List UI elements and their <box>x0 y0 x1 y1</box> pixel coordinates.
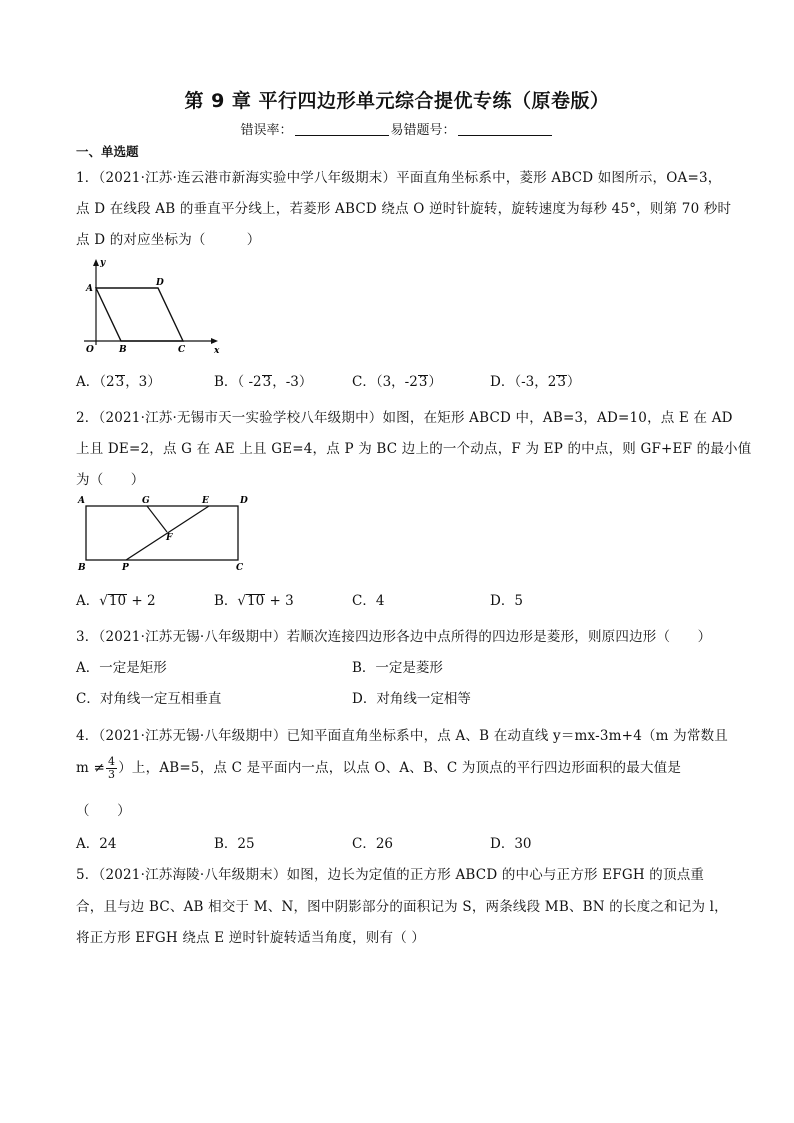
q2-option-a-post: + 2 <box>127 593 156 609</box>
q2-label-a: A <box>78 496 85 506</box>
q4-line2 <box>76 756 681 781</box>
q2-option-d: D．5 <box>490 593 523 609</box>
q1-label-c: C <box>178 345 186 355</box>
q3-option-c: C．对角线一定互相垂直 <box>76 691 222 707</box>
q1-option-c-radicand: 3 <box>418 374 428 390</box>
q4-line2-post: ）上，AB=5，点 C 是平面内一点，以点 O、A、B、C 为顶点的平行四边形面积的最大值是 <box>118 760 682 776</box>
q1-option-a <box>76 370 161 390</box>
q1-option-d-radicand: 3 <box>557 374 566 390</box>
q2-label-d: D <box>240 496 248 506</box>
q2-option-a: A．√10 + 2 <box>76 593 156 609</box>
q1-label-o: O <box>86 345 94 355</box>
q4-option-a: A．24 <box>76 836 117 852</box>
q1-x-arrow <box>211 338 218 344</box>
q1-rhombus <box>96 288 183 341</box>
error-rate-label: 错误率： <box>240 123 293 138</box>
q2-segment-gf <box>147 506 167 532</box>
q1-line1: 1．（2021·江苏·连云港市新海实验中学八年级期末）平面直角坐标系中，菱形 ABCD 如图所示，OA=3， <box>76 170 722 186</box>
q1-option-c-post: ） <box>428 374 442 390</box>
q4-fraction-num: 4 <box>108 755 116 769</box>
page-title: 第 9 章 平行四边形单元综合提优专练（原卷版） <box>184 90 610 112</box>
q4-fraction-den: 3 <box>108 768 116 781</box>
q1-option-b <box>214 370 312 390</box>
q3-option-b: B．一定是菱形 <box>352 660 443 676</box>
q1-option-c <box>352 370 442 390</box>
q1-y-arrow <box>93 259 99 266</box>
q4-option-d: D．30 <box>490 836 532 852</box>
q5-line3: 将正方形 EFGH 绕点 E 逆时针旋转适当角度，则有（ ） <box>76 930 426 946</box>
q2-label-g: G <box>142 496 150 506</box>
error-items-label: 易错题号： <box>390 123 456 138</box>
q1-option-d <box>490 370 580 390</box>
q2-rectangle-figure <box>76 490 256 572</box>
q1-option-b-post: ，-3） <box>272 374 313 390</box>
q2-label-c: C <box>236 563 244 572</box>
q2-label-f: F <box>166 533 173 543</box>
section-title: 一、单选题 <box>76 144 139 159</box>
q1-rhombus-figure <box>76 255 226 355</box>
q2-option-a-pre: A． <box>76 593 100 609</box>
q4-fraction <box>106 756 117 780</box>
q1-line2: 点 D 在线段 AB 的垂直平分线上，若菱形 ABCD 绕点 O 逆时针旋转，旋转速度为每秒 45°，则第 70 秒时 <box>76 201 732 217</box>
q5-line2: 合，且与边 BC、AB 相交于 M、N，图中阴影部分的面积记为 S，两条线段 MB、BN 的长度之和记为 l， <box>76 899 728 915</box>
q2-option-a-radicand: 10 <box>108 593 127 609</box>
q1-option-d-post: ） <box>566 374 581 390</box>
q1-label-y: y <box>100 258 106 268</box>
error-rate-blank <box>295 123 389 136</box>
q2-label-e: E <box>202 496 209 506</box>
q1-option-d-pre: D．（-3，2 <box>490 374 557 390</box>
q2-line3: 为（ ） <box>76 472 145 488</box>
q2-option-b-post: + 3 <box>265 593 294 609</box>
q1-option-c-pre: C．（3，-2 <box>352 374 418 390</box>
q1-label-b: B <box>119 345 127 355</box>
q2-label-b: B <box>78 563 86 572</box>
q4-line2-pre: m ≠ <box>76 760 106 776</box>
q4-line1: 4．（2021·江苏无锡·八年级期中）已知平面直角坐标系中，点 A、B 在动直线 y＝mx-3m+4（m 为常数且 <box>76 728 728 744</box>
q2-option-b-pre: B． <box>214 593 238 609</box>
q2-line1: 2．（2021·江苏·无锡市天一实验学校八年级期中）如图，在矩形 ABCD 中，AB=3，AD=10，点 E 在 AD <box>76 410 733 426</box>
q1-option-a-pre: A．（2 <box>76 374 115 390</box>
q4-line3: （ ） <box>76 803 131 819</box>
q3-line1: 3．（2021·江苏无锡·八年级期中）若顺次连接四边形各边中点所得的四边形是菱形，则原四边形（ ） <box>76 629 712 645</box>
q1-option-a-radicand: 3 <box>115 374 125 390</box>
q1-line3: 点 D 的对应坐标为（ ） <box>76 232 261 248</box>
q1-option-b-radicand: 3 <box>262 374 272 390</box>
q5-line1: 5．（2021·江苏海陵·八年级期末）如图，边长为定值的正方形 ABCD 的中心与正方形 EFGH 的顶点重 <box>76 867 705 883</box>
q4-option-b: B．25 <box>214 836 255 852</box>
q2-rectangle <box>86 506 238 560</box>
q1-label-a: A <box>86 284 93 294</box>
q1-option-b-pre: B．（ -2 <box>214 374 262 390</box>
q1-option-a-post: ，3） <box>125 374 161 390</box>
q4-option-c: C．26 <box>352 836 394 852</box>
q2-option-c: C．4 <box>352 593 385 609</box>
q3-option-a: A．一定是矩形 <box>76 660 167 676</box>
q1-label-d: D <box>156 278 164 288</box>
q2-label-p: P <box>122 563 129 572</box>
q2-option-b: B．√10 + 3 <box>214 593 294 609</box>
error-items-blank <box>458 123 552 136</box>
q3-option-d: D．对角线一定相等 <box>352 691 471 707</box>
q1-label-x: x <box>214 346 220 355</box>
error-record-line <box>0 119 794 138</box>
q2-option-b-radicand: 10 <box>247 593 265 609</box>
q2-line2: 上且 DE=2，点 G 在 AE 上且 GE=4，点 P 为 BC 边上的一个动点，F 为 EP 的中点，则 GF+EF 的最小值 <box>76 441 752 457</box>
